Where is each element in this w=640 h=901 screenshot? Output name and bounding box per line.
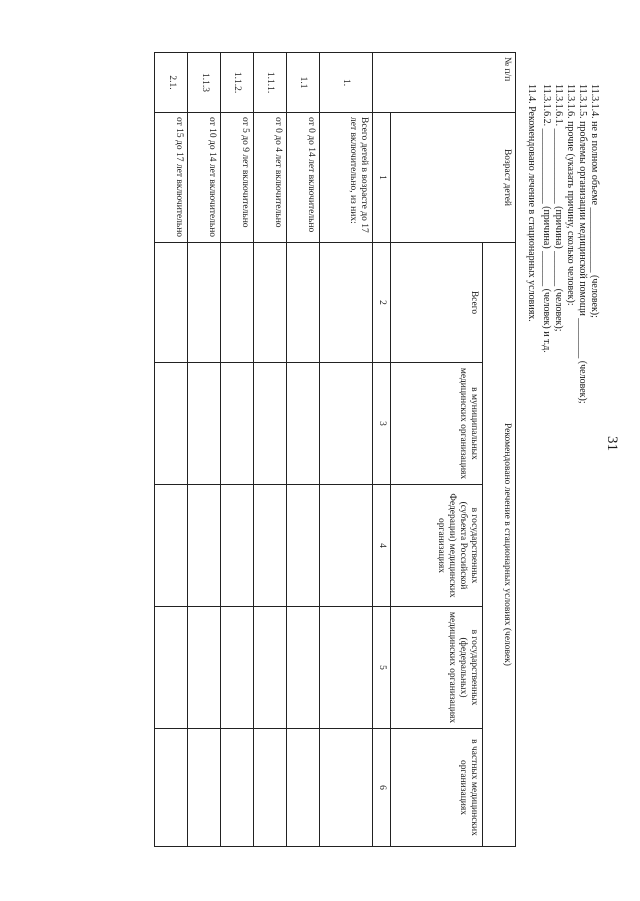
table-cell <box>188 243 221 363</box>
table-cell <box>188 485 221 607</box>
column-number: 2 <box>373 243 391 363</box>
table-cell <box>155 363 188 485</box>
table-cell <box>221 363 254 485</box>
table-cell <box>253 729 286 847</box>
page-number: 31 <box>604 436 620 451</box>
column-number: 1 <box>373 113 391 243</box>
text-line: 11.3.1.6.1. _______________ (причина) _______ (человек); <box>553 84 564 332</box>
table-cell <box>286 607 319 729</box>
table-cell <box>286 485 319 607</box>
table-cell <box>221 607 254 729</box>
row-number: 2.1. <box>155 53 188 113</box>
section-title: 11.4. Рекомендовано лечение в стационарных условиях. <box>526 84 537 322</box>
table-cell <box>221 729 254 847</box>
header-municipal: в муниципальных медицинских организациях <box>391 363 483 485</box>
text-line: 11.3.1.6.2. _______________ (причина) _______ (человек) и т.д. <box>541 84 552 353</box>
column-number: 3 <box>373 363 391 485</box>
header-total: Всего <box>391 243 483 363</box>
table-cell <box>221 243 254 363</box>
hospital-treatment-table <box>154 52 516 847</box>
header-subject: в государственных (субъекта Российской Федерации) медицинских организациях <box>391 485 483 607</box>
header-group: Рекомендовано лечение в стационарных условиях (человек) <box>483 243 516 847</box>
table-cell <box>286 363 319 485</box>
table-cell <box>253 243 286 363</box>
table-cell <box>319 243 372 363</box>
table-cell <box>188 363 221 485</box>
text-line: 11.3.1.6. прочие (указать причину, сколько человек): <box>565 84 576 306</box>
table-cell <box>319 729 372 847</box>
table-cell <box>155 607 188 729</box>
header-federal: в государственных (федеральных) медицинских организациях <box>391 607 483 729</box>
table-cell <box>319 485 372 607</box>
header-num: № п/п <box>373 53 516 113</box>
text-line: 11.3.1.4. не в полном объеме _____________ (человек); <box>589 84 600 318</box>
text-line: 11.3.1.5. проблемы организации медицинской помощи ________ (человек); <box>577 84 588 404</box>
row-label: от 10 до 14 лет включительно <box>188 113 221 243</box>
table-cell <box>253 363 286 485</box>
column-number: 6 <box>373 729 391 847</box>
column-number: 5 <box>373 607 391 729</box>
row-number: 1.1.1. <box>253 53 286 113</box>
table-cell <box>155 243 188 363</box>
table-row <box>221 53 254 847</box>
table-row <box>319 53 372 847</box>
table-row <box>253 53 286 847</box>
header-age: Возраст детей <box>391 113 516 243</box>
table-cell <box>319 607 372 729</box>
table-cell <box>286 729 319 847</box>
row-label: Всего детей в возрасте до 17 лет включительно, из них: <box>319 113 372 243</box>
column-number: 4 <box>373 485 391 607</box>
row-number: 1.1.2. <box>221 53 254 113</box>
table-cell <box>188 607 221 729</box>
row-number: 1. <box>319 53 372 113</box>
header-private: в частных медицинских организациях <box>391 729 483 847</box>
table-cell <box>253 485 286 607</box>
table-row <box>286 53 319 847</box>
table-cell <box>286 243 319 363</box>
table-cell <box>155 485 188 607</box>
row-label: от 5 до 9 лет включительно <box>221 113 254 243</box>
text-lines <box>540 84 600 404</box>
table-row <box>188 53 221 847</box>
row-number: 1.1.3 <box>188 53 221 113</box>
row-number: 1.1 <box>286 53 319 113</box>
table-cell <box>319 363 372 485</box>
table-cell <box>155 729 188 847</box>
table-cell <box>188 729 221 847</box>
row-label: от 15 до 17 лет включительно <box>155 113 188 243</box>
table-cell <box>221 485 254 607</box>
table-row <box>155 53 188 847</box>
row-label: от 0 до 4 лет включительно <box>253 113 286 243</box>
row-label: от 0 до 14 лет включительно <box>286 113 319 243</box>
table-cell <box>253 607 286 729</box>
